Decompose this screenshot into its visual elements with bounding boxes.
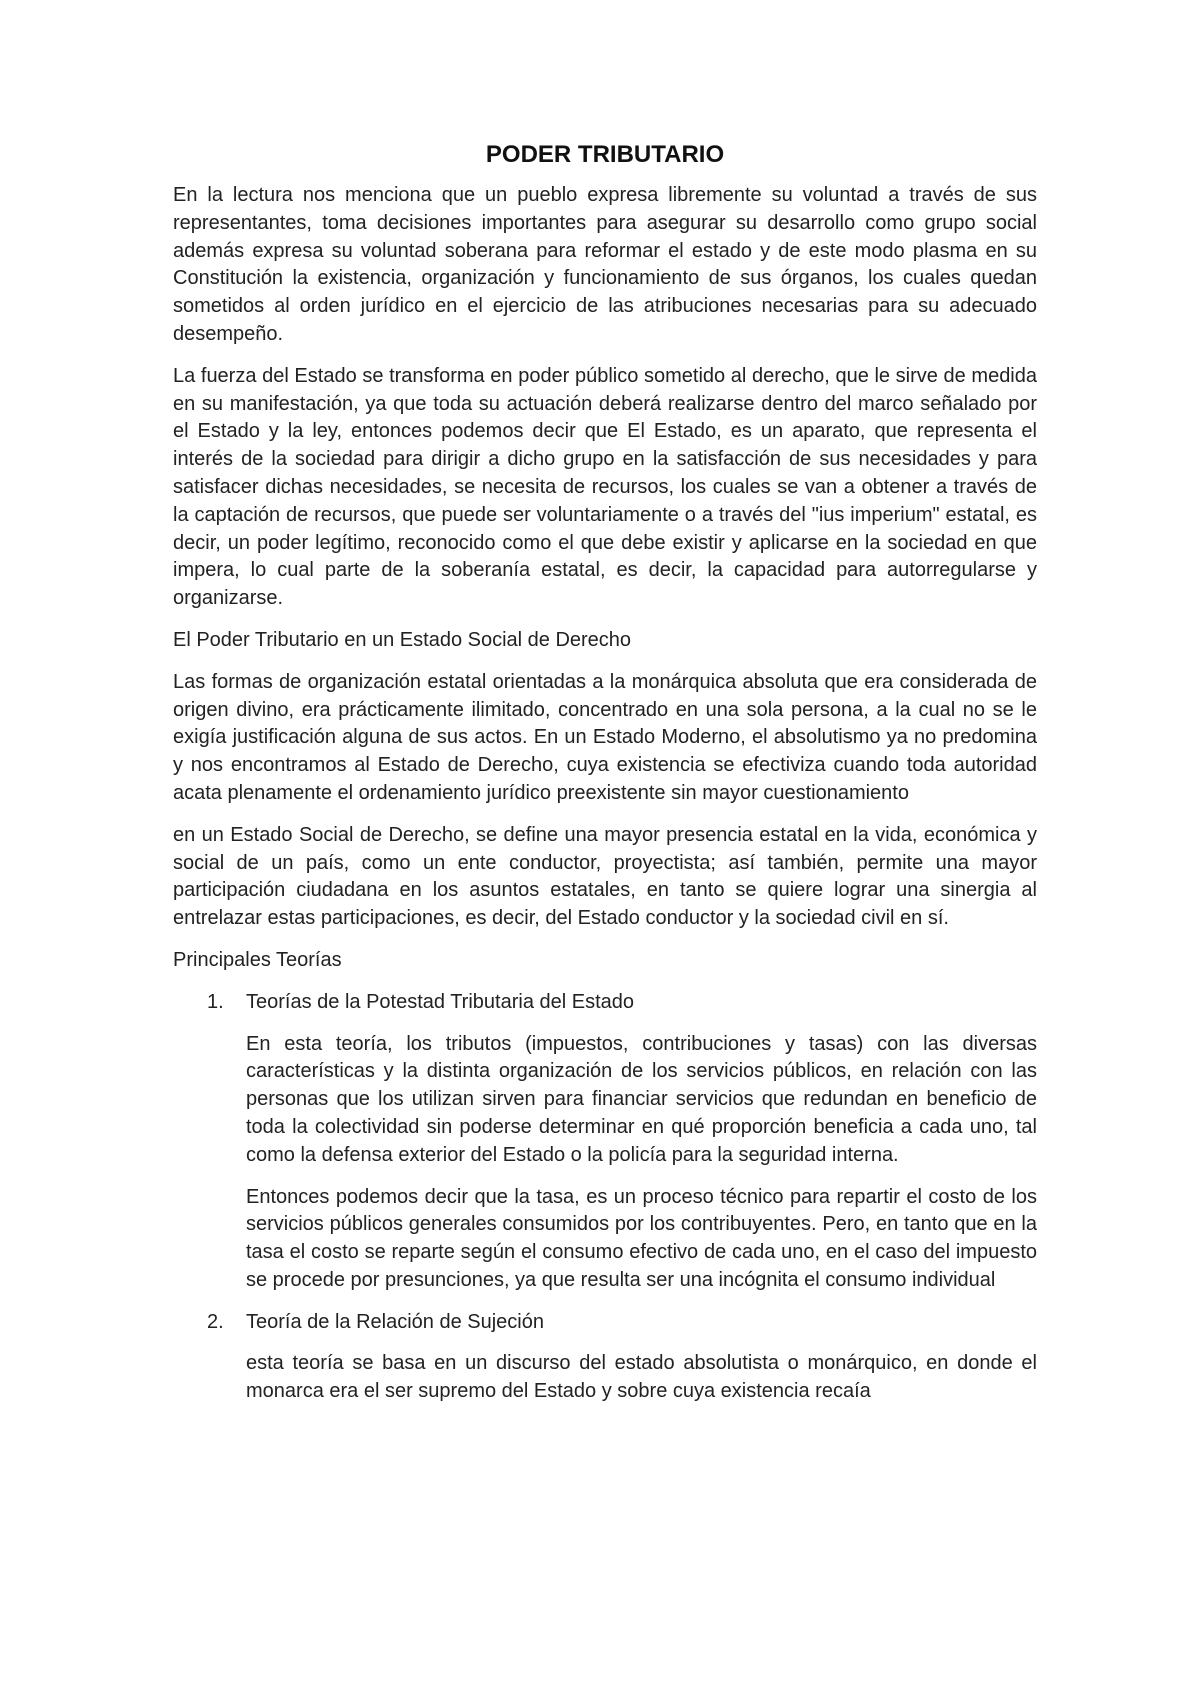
section-heading-poder-tributario: El Poder Tributario en un Estado Social de Derecho <box>173 628 632 651</box>
document-title: PODER TRIBUTARIO <box>485 141 725 168</box>
list-heading: Teorías de la Potestad Tributaria del Estado <box>246 990 635 1013</box>
paragraph-intro: En la lectura nos menciona que un pueblo expresa libremente su voluntad a través de sus representantes, toma decisiones importantes para asegurar su desarrollo como grupo social además expresa su voluntad soberana para reformar el estado y de este modo plasma en su Constitución la existencia, organización y funcionamiento de sus órganos, los cuales quedan sometidos al orden jurídico en el ejercicio de las atribuciones necesarias para su adecuado desempeño. <box>173 184 1037 345</box>
paragraph-formas-organizacion: Las formas de organización estatal orientadas a la monárquica absoluta que era considerada de origen divino, era prácticamente ilimitado, concentrado en una sola persona, a la cual no se le exigía justificación alguna de sus actos. En un Estado Moderno, el absolutismo ya no predomina y nos encontramos al Estado de Derecho, cuya existencia se efectiviza cuando toda autoridad acata plenamente el ordenamiento jurídico preexistente sin mayor cuestionamiento <box>173 670 1037 804</box>
document-page <box>173 140 1037 1420</box>
list-item-2-paragraph: esta teoría se basa en un discurso del estado absolutista o monárquico, en donde el monarca era el ser supremo del Estado y sobre cuya existencia recaía <box>246 1352 1037 1403</box>
list-item-1-paragraph: Entonces podemos decir que la tasa, es un proceso técnico para repartir el costo de los servicios públicos generales consumidos por los contribuyentes. Pero, en tanto que en la tasa el costo se reparte según el consumo efectivo de cada uno, en el caso del impuesto se procede por presunciones, ya que resulta ser una incógnita el consumo individual <box>246 1185 1037 1291</box>
list-item-1-paragraph: En esta teoría, los tributos (impuestos, contribuciones y tasas) con las diversas características y la distinta organización de los servicios públicos, en relación con las personas que los utilizan sirven para financiar servicios que redundan en beneficio de toda la colectividad sin poderse determinar en qué proporción beneficia a cada uno, tal como la defensa exterior del Estado o la policía para la seguridad interna. <box>246 1032 1037 1166</box>
list-item-2 <box>173 1309 1037 1337</box>
list-number: 1. <box>207 990 224 1013</box>
section-heading-teorias: Principales Teorías <box>173 948 342 971</box>
paragraph-fuerza-estado: La fuerza del Estado se transforma en poder público sometido al derecho, que le sirve de medida en su manifestación, ya que toda su actuación deberá realizarse dentro del marco señalado por el Estado y la ley, entonces podemos decir que El Estado, es un aparato, que representa el interés de la sociedad para dirigir a dicho grupo en la satisfacción de sus necesidades y para satisfacer dichas necesidades, se necesita de recursos, los cuales se van a obtener a través de la captación de recursos, que puede ser voluntariamente o a través del "ius imperium" estatal, es decir, un poder legítimo, reconocido como el que debe existir y aplicarse en la sociedad en que impera, lo cual parte de la soberanía estatal, es decir, la capacidad para autorregularse y organizarse. <box>173 364 1037 610</box>
list-heading: Teoría de la Relación de Sujeción <box>246 1310 544 1333</box>
paragraph-estado-social: en un Estado Social de Derecho, se define una mayor presencia estatal en la vida, económica y social de un país, como un ente conductor, proyectista; así también, permite una mayor participación ciudadana en los asuntos estatales, en tanto se quiere lograr una sinergia al entrelazar estas participaciones, es decir, del Estado conductor y la sociedad civil en sí. <box>173 823 1037 930</box>
list-number: 2. <box>207 1310 224 1333</box>
list-item-1 <box>173 989 1037 1017</box>
